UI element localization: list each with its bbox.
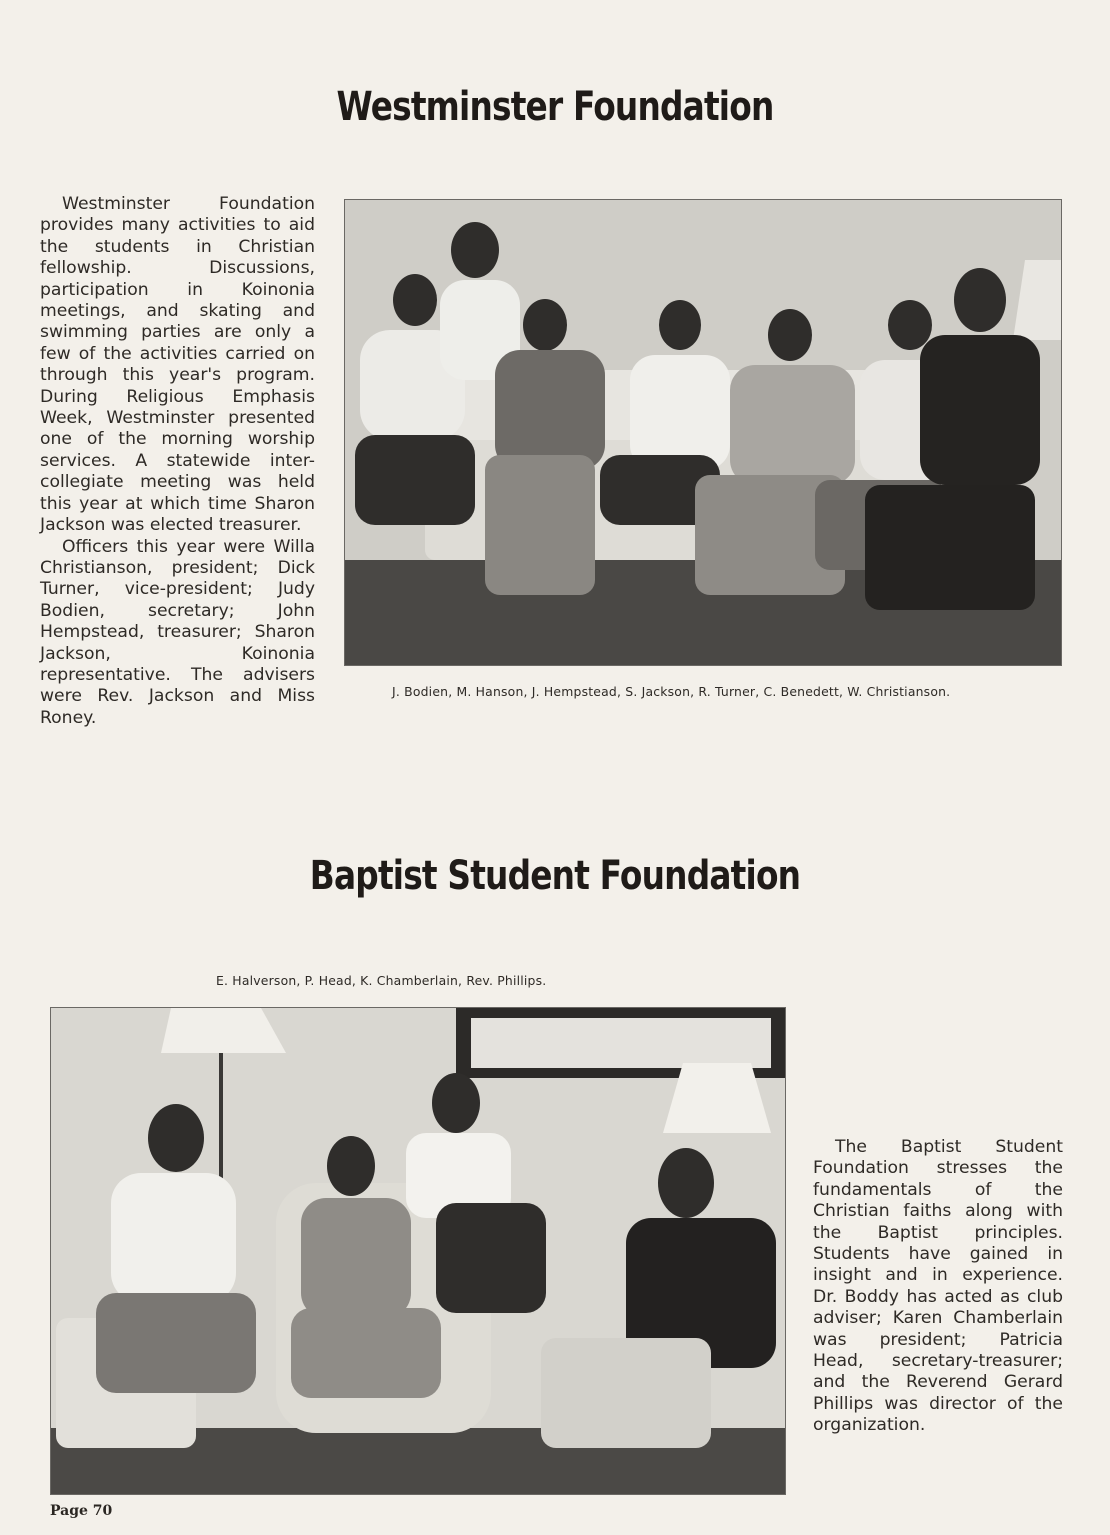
baptist-photo-illustration: [51, 1008, 785, 1494]
westminster-caption: J. Bodien, M. Hanson, J. Hempstead, S. Jackson, R. Turner, C. Benedett, W. Christianson.: [392, 684, 951, 699]
westminster-title: Westminster Foundation: [336, 84, 774, 130]
baptist-body: [813, 1137, 1063, 1437]
westminster-paragraph-2: Officers this year were Willa Christianson, president; Dick Turner, vice-president; Judy Bodien, secretary; John Hempstead, treasurer; Sharon Jackson, Koinonia representative. The advisers were Rev. Jackson and Miss Roney.: [40, 536, 315, 728]
baptist-paragraph-1: The Baptist Student Foundation stresses the fundamentals of the Christian faiths along with the Baptist principles. Students have gained in insight and in experience. Dr. Boddy has acted as club adviser; Karen Chamberlain was president; Patricia Head, secretary-treasurer; and the Reverend Gerard Phillips was director of the organization.: [813, 1137, 1063, 1436]
westminster-photo-illustration: [345, 200, 1061, 665]
page-number: Page 70: [50, 1503, 113, 1519]
baptist-title: Baptist Student Foundation: [309, 853, 801, 899]
westminster-group-photo: [344, 199, 1062, 666]
baptist-group-photo: [50, 1007, 786, 1495]
westminster-paragraph-1: Westminster Foundation provides many activities to aid the students in Christian fellowship. Discussions, participation in Koinonia meetings, and skating and swimming parties are only a few of the activities carried on through this year's program. During Religious Emphasis Week, Westminster presented one of the morning worship services. A statewide inter-collegiate meeting was held this year at which time Sharon Jackson was elected treasurer.: [40, 194, 315, 536]
westminster-body: [40, 194, 315, 729]
baptist-caption: E. Halverson, P. Head, K. Chamberlain, Rev. Phillips.: [216, 973, 547, 988]
